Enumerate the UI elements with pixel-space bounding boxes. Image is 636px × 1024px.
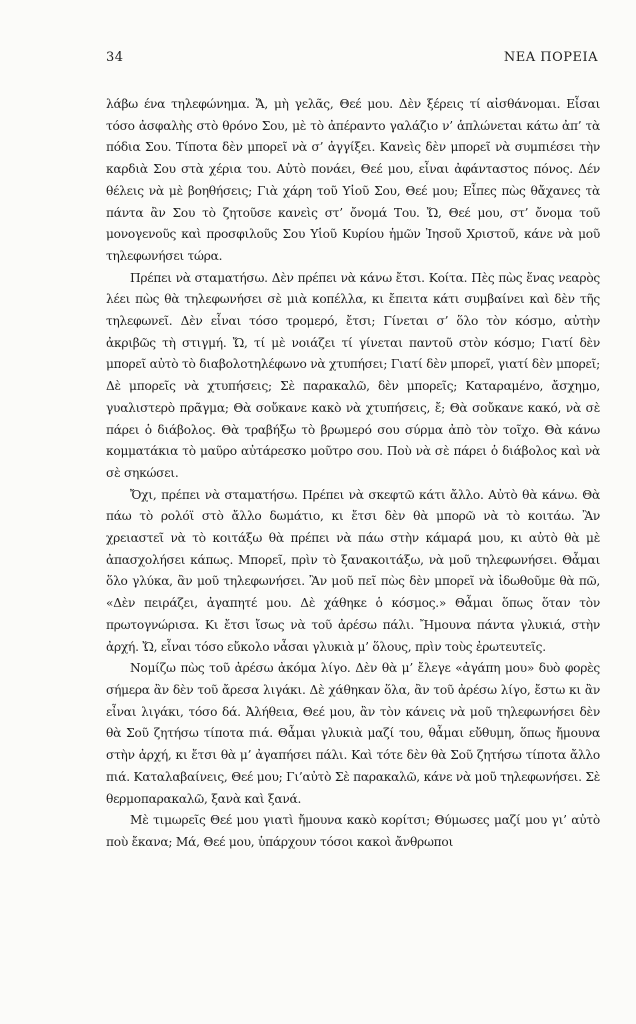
paragraph: Μὲ τιμωρεῖς Θεέ μου γιατὶ ἤμουνα κακὸ κορίτσι; Θύμωσες μαζί μου γι’ αὐτὸ ποὺ ἔκανα; Μά, Θεέ μου, ὑπάρχουν τόσοι κακοὶ ἄνθρωποι [106,813,600,849]
paragraph: Νομίζω πὼς τοῦ ἀρέσω ἀκόμα λίγο. Δὲν θὰ μ’ ἔλεγε «ἀγάπη μου» δυὸ φορὲς σήμερα ἂν δὲν τοῦ ἄρεσα λιγάκι. Δὲ χάθηκαν ὅλα, ἂν τοῦ ἀρέσω λίγο, ἔστω κι ἂν εἶναι λιγάκι, τόσο δά. Ἀλήθεια, Θεέ μου, ἂν τὸν κάνεις νὰ μοῦ τηλεφωνήσει δὲν θὰ Σοῦ ζητήσω τίποτα πιά. Θἆμαι γλυκιὰ μαζί του, θἆμαι εὔθυμη, ὅπως ἤμουνα στὴν ἀρχή, κι ἔτσι θὰ μ’ ἀγαπήσει πάλι. Καὶ τότε δὲν θὰ Σοῦ ζητήσω τίποτα ἄλλο πιά. Καταλαβαίνεις, Θεέ μου; Γι’αὐτὸ Σὲ παρακαλῶ, κάνε νὰ μοῦ τηλεφωνήσει. Σὲ θερμοπαρακαλῶ, ξανὰ καὶ ξανά. [106,661,600,806]
body-text [106,94,600,854]
running-title: ΝΕΑ ΠΟΡΕΙΑ [503,50,598,65]
paragraph: Πρέπει νὰ σταματήσω. Δὲν πρέπει νὰ κάνω ἔτσι. Κοίτα. Πὲς πὼς ἕνας νεαρὸς λέει πὼς θὰ τηλεφωνήσει σὲ μιὰ κοπέλλα, κι ἔπειτα κάτι συμβαίνει καὶ δὲν τῆς τηλεφωνεῖ. Δὲν εἶναι τόσο τρομερό, ἔτσι; Γίνεται σ’ ὅλο τὸν κόσμο, αὐτὴν ἀκριβῶς τὴ στιγμή. Ὤ, τί μὲ νοιάζει τί γίνεται παντοῦ στὸν κόσμο; Γιατί δὲν μπορεῖ αὐτὸ τὸ διαβολοτηλέφωνο νὰ χτυπήσει; Γιατί δὲν μπορεῖ, γιατί δὲν μπορεῖ; Δὲ μπορεῖς νὰ χτυπήσεις; Σὲ παρακαλῶ, δὲν μπορεῖς; Καταραμένο, ἄσχημο, γυαλιστερὸ πρᾶγμα; Θὰ σοὔκανε κακὸ νὰ χτυπήσεις, ἔ; Θὰ σοὔκανε κακό, νὰ σὲ πάρει ὁ διάβολος. Θὰ τραβήξω τὸ βρωμερό σου σύρμα ἀπὸ τὸν τοῖχο. Θὰ κάνω κομματάκια τὸ μαῦρο αὐτάρεσκο μοῦτρο σου. Ποὺ νὰ σὲ πάρει ὁ διάβολος καὶ νὰ σὲ σηκώσει. [106,270,600,480]
paragraph: λάβω ένα τηλεφώνημα. Ἄ, μὴ γελᾶς, Θεέ μου. Δὲν ξέρεις τί αἰσθάνομαι. Εἶσαι τόσο ἀσφαλὴς στὸ θρόνο Σου, μὲ τὸ ἀπέραντο γαλάζιο ν’ ἁπλώνεται κάτω ἀπ’ τὰ πόδια Σου. Τίποτα δὲν μπορεῖ νὰ σ’ ἀγγίξει. Κανεὶς δὲν μπορεῖ νὰ συμπιέσει τὴν καρδιὰ Σου στὰ χέρια του. Αὐτὸ πονάει, Θεέ μου, εἶναι ἀφάνταστος πόνος. Δέν θέλεις νὰ μὲ βοηθήσεις; Γιὰ χάρη τοῦ Υἱοῦ Σου, Θεέ μου; Εἶπες πὼς θἄχανες τὰ πάντα ἂν Σου τὸ ζητοῦσε κανεὶς στ’ ὄνομά Του. Ὤ, Θεέ μου, στ’ ὄνομα τοῦ μονογενοῦς καὶ προσφιλοῦς Σου Υἱοῦ Κυρίου ἡμῶν Ἰησοῦ Χριστοῦ, κάνε νὰ μοῦ τηλεφωνήσει τώρα. [106,97,600,263]
page-header [106,50,598,65]
page-number: 34 [106,50,124,65]
paragraph: Ὄχι, πρέπει νὰ σταματήσω. Πρέπει νὰ σκεφτῶ κάτι ἄλλο. Αὐτὸ θὰ κάνω. Θὰ πάω τὸ ρολόϊ στὸ ἄλλο δωμάτιο, κι ἔτσι δὲν θὰ μπορῶ νὰ τὸ κοιτάω. Ἂν χρειαστεῖ νὰ τὸ κοιτάξω θὰ πρέπει νὰ πάω στὴν κάμαρά μου, κι αὐτὸ θὰ μὲ ἀπασχολήσει κάπως. Μπορεῖ, πρὶν τὸ ξανακοιτάξω, νὰ μοῦ τηλεφωνήσει. Θἆμαι ὅλο γλύκα, ἂν μοῦ τηλεφωνήσει. Ἂν μοῦ πεῖ πὼς δὲν μπορεῖ νὰ ἰδωθοῦμε θὰ πῶ, «Δὲν πειράζει, ἀγαπητέ μου. Δὲ χάθηκε ὁ κόσμος.» Θἆμαι ὅπως ὅταν τὸν πρωτογνώρισα. Κι ἔτσι ἴσως νὰ τοῦ ἀρέσω πάλι. Ἤμουνα πάντα γλυκιά, στὴν ἀρχή. Ὤ, εἶναι τόσο εὔκολο νἆσαι γλυκιὰ μ’ ὅλους, πρὶν τοὺς ἐρωτευτεῖς. [106,487,600,654]
